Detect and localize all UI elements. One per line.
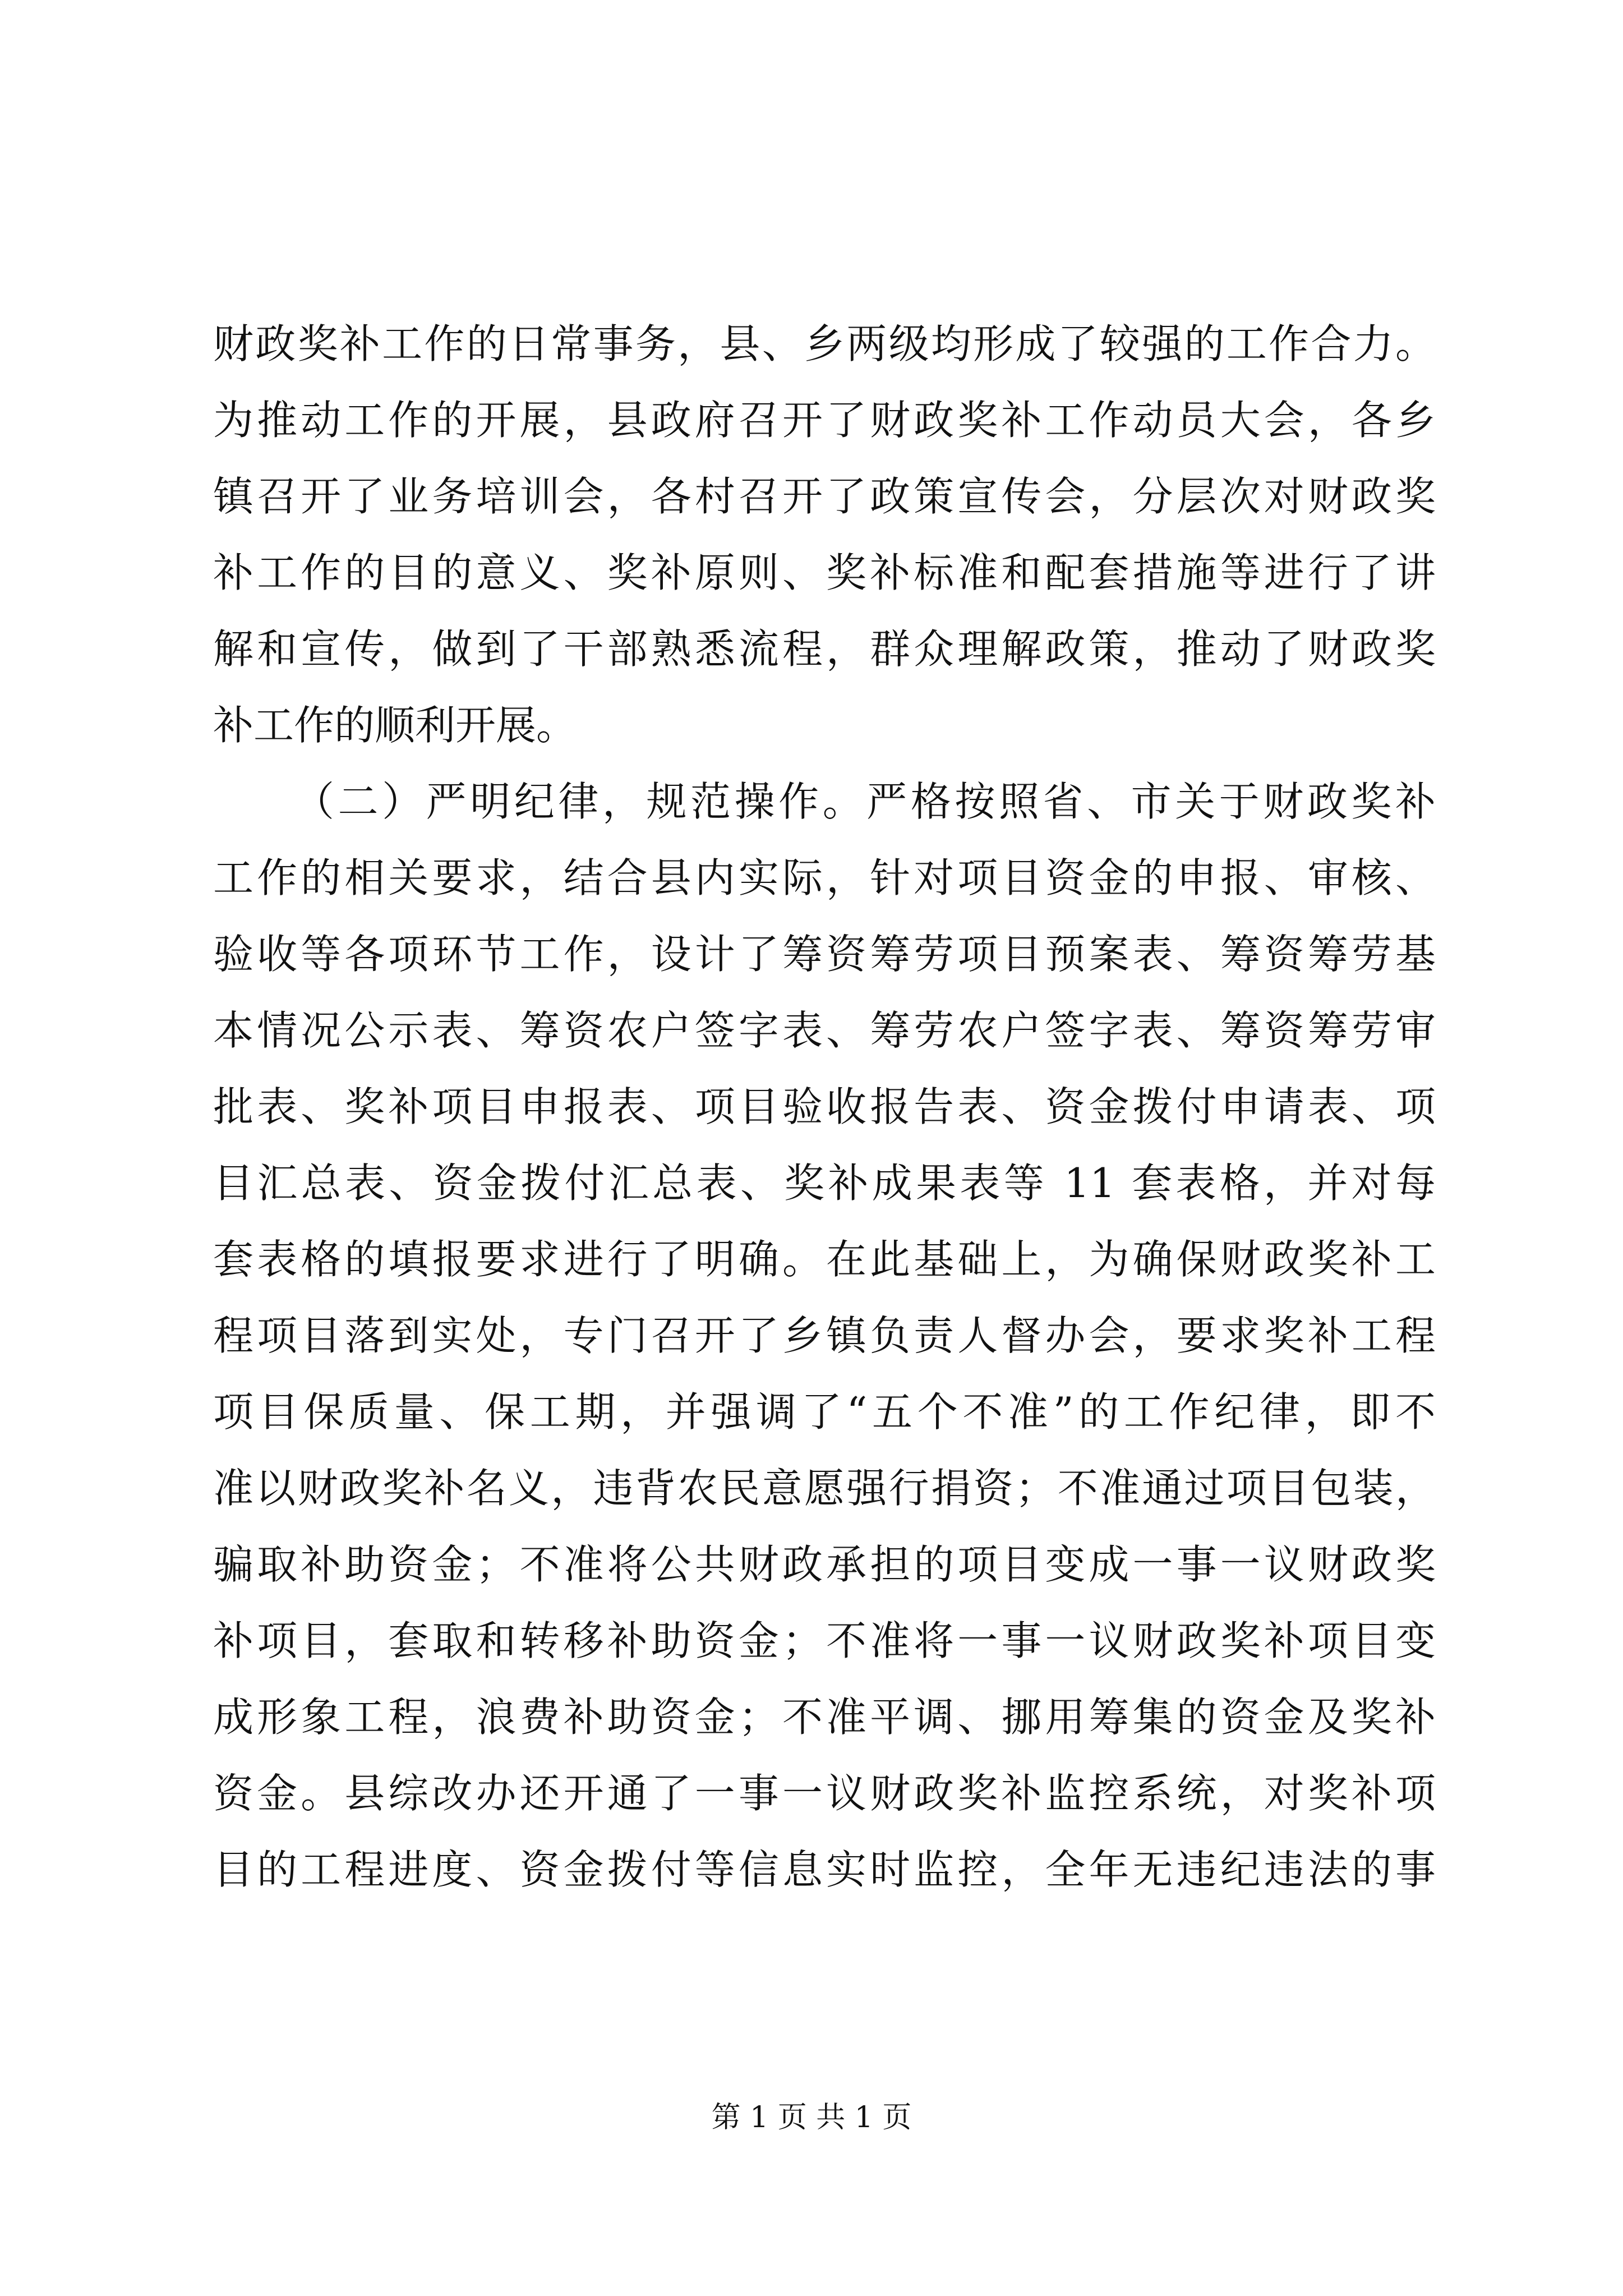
- text-line: 解和宣传，做到了干部熟悉流程，群众理解政策，推动了财政奖: [213, 625, 1436, 673]
- section-heading-line: （二）严明纪律，规范操作。严格按照省、市关于财政奖补: [294, 778, 1436, 825]
- page-number-footer: 第 1 页 共 1 页: [711, 2101, 912, 2134]
- text-line: 资金。县综改办还开通了一事一议财政奖补监控系统，对奖补项: [213, 1770, 1436, 1817]
- text-line: 项目保质量、保工期，并强调了“五个不准”的工作纪律，即不: [213, 1388, 1436, 1435]
- text-line: 批表、奖补项目申报表、项目验收报告表、资金拨付申请表、项: [213, 1083, 1436, 1130]
- text-line: 准以财政奖补名义，违背农民意愿强行捐资；不准通过项目包装，: [213, 1465, 1436, 1512]
- text-line: 成形象工程，浪费补助资金；不准平调、挪用筹集的资金及奖补: [213, 1694, 1436, 1741]
- text-line: 镇召开了业务培训会，各村召开了政策宣传会，分层次对财政奖: [213, 473, 1436, 520]
- text-line: 补工作的顺利开展。: [213, 702, 577, 749]
- text-line: 本情况公示表、筹资农户签字表、筹劳农户签字表、筹资筹劳审: [213, 1007, 1436, 1054]
- document-body: [213, 306, 1436, 1908]
- text-line: 骗取补助资金；不准将公共财政承担的项目变成一事一议财政奖: [213, 1541, 1436, 1588]
- text-line: 补项目，套取和转移补助资金；不准将一事一议财政奖补项目变: [213, 1617, 1436, 1664]
- text-line: 目的工程进度、资金拨付等信息实时监控，全年无违纪违法的事: [213, 1846, 1436, 1893]
- text-line: 验收等各项环节工作，设计了筹资筹劳项目预案表、筹资筹劳基: [213, 931, 1436, 978]
- text-line: 程项目落到实处，专门召开了乡镇负责人督办会，要求奖补工程: [213, 1312, 1436, 1359]
- text-line: 财政奖补工作的日常事务，县、乡两级均形成了较强的工作合力。: [213, 320, 1436, 367]
- text-line: 套表格的填报要求进行了明确。在此基础上，为确保财政奖补工: [213, 1236, 1436, 1283]
- text-line: 目汇总表、资金拨付汇总表、奖补成果表等 11 套表格，并对每: [213, 1159, 1436, 1207]
- text-line: 补工作的目的意义、奖补原则、奖补标准和配套措施等进行了讲: [213, 549, 1436, 596]
- text-line: 为推动工作的开展，县政府召开了财政奖补工作动员大会，各乡: [213, 397, 1436, 444]
- text-line: 工作的相关要求，结合县内实际，针对项目资金的申报、审核、: [213, 854, 1436, 901]
